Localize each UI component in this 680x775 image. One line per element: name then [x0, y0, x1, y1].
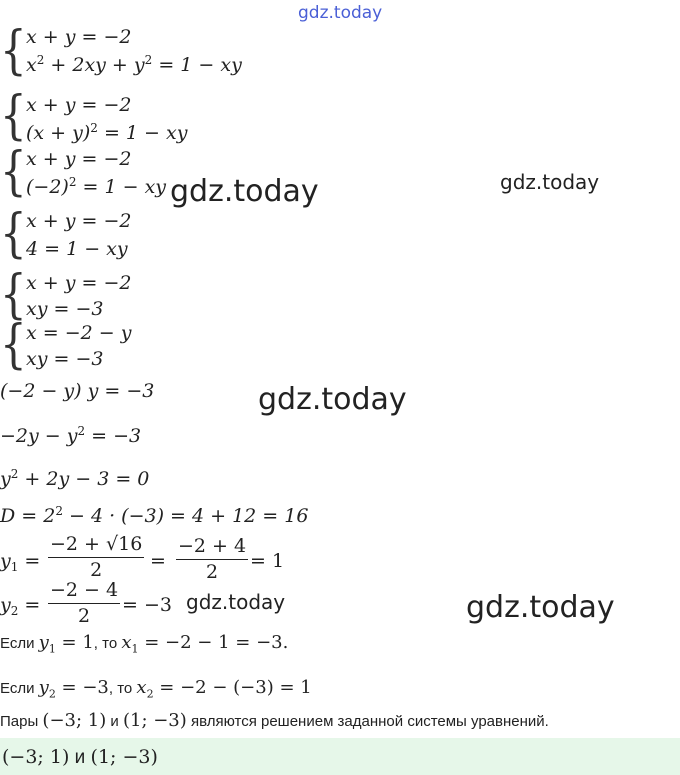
math-text: xy = −3: [26, 298, 104, 320]
answer-box: [0, 738, 680, 775]
math-text: − 4 · (−3) = 4 + 12 = 16: [62, 505, 309, 527]
system6-eq2: [26, 350, 103, 369]
math-text: = 1 − xy: [152, 54, 242, 76]
exponent: 2: [10, 467, 19, 481]
subscript: 1: [131, 642, 139, 656]
answer-text: [2, 746, 158, 769]
math-text: x: [136, 677, 147, 698]
y1-fraction-1: [48, 535, 144, 580]
fraction-numerator: −2 + 4: [178, 535, 247, 557]
exponent: 2: [55, 504, 63, 518]
math-inline: [121, 632, 289, 656]
system5-eq1: [26, 274, 131, 293]
math-text: = −2 − (−3) = 1: [153, 677, 312, 698]
system-brace-4: {: [0, 202, 27, 264]
answer-pair-1: (−3; 1): [2, 746, 70, 768]
text: являются решением заданной системы уравнений.: [186, 713, 549, 730]
text: , то: [93, 635, 122, 652]
system2-eq1: [26, 96, 131, 115]
math-text: =: [150, 550, 166, 572]
y2-result: [122, 596, 172, 615]
watermark-1: gdz.today: [170, 174, 319, 209]
system-brace-2: {: [0, 84, 27, 146]
line-if-y2: [0, 677, 312, 701]
system2-eq2: [26, 121, 188, 144]
y2-label: [0, 594, 41, 618]
subscript: 2: [10, 604, 19, 618]
system1-eq2: [26, 53, 242, 76]
math-text: = 1: [250, 550, 285, 572]
math-text: (−2): [26, 176, 69, 198]
math-text: x + y = −2: [26, 148, 132, 170]
math-text: + 2xy + y: [44, 54, 145, 76]
watermark-4: gdz.today: [186, 590, 286, 614]
math-text: x + y = −2: [26, 210, 132, 232]
math-inline: (−3; 1): [42, 710, 107, 731]
fraction-denominator: 2: [78, 605, 91, 627]
equals-sign: [150, 552, 166, 571]
math-text: =: [18, 550, 41, 572]
math-text: y: [0, 594, 11, 616]
subscript: 2: [48, 687, 56, 701]
math-text: =: [18, 594, 41, 616]
subscript: 1: [48, 642, 56, 656]
watermark-2: gdz.today: [500, 170, 600, 194]
math-text: (−2 − y) y = −3: [0, 380, 155, 402]
math-text: = 1: [55, 632, 94, 653]
fraction-bar: [48, 557, 144, 558]
math-text: = 1 − xy: [76, 176, 167, 198]
system6-eq1: [26, 324, 131, 343]
system-brace-6: {: [0, 313, 27, 375]
math-text: = −3: [55, 677, 109, 698]
equation-expanded: [0, 424, 142, 447]
math-text: −2y − y: [0, 425, 78, 447]
math-text: y: [38, 632, 49, 653]
subscript: 2: [146, 687, 154, 701]
exponent: 2: [36, 53, 45, 67]
equation-substitution: [0, 382, 154, 401]
system4-eq2: [26, 240, 128, 259]
system-brace-3: {: [0, 140, 27, 202]
watermark-3: gdz.today: [258, 382, 407, 417]
math-text: 4 = 1 − xy: [26, 238, 128, 260]
math-inline: [38, 677, 109, 701]
line-pairs: [0, 710, 549, 731]
math-text: x = −2 − y: [26, 322, 132, 344]
text: , то: [108, 680, 137, 697]
math-text: D = 2: [0, 505, 56, 527]
exponent: 2: [144, 53, 153, 67]
watermark-top: gdz.today: [298, 3, 383, 23]
system3-eq1: [26, 150, 131, 169]
math-text: x: [121, 632, 132, 653]
y2-fraction: [48, 581, 120, 626]
y1-fraction-2: [176, 537, 248, 582]
watermark-5: gdz.today: [466, 590, 615, 625]
system3-eq2: [26, 175, 167, 198]
math-inline: (1; −3): [122, 710, 187, 731]
answer-pair-2: (1; −3): [90, 746, 158, 768]
fraction-denominator: 2: [206, 561, 219, 583]
text: Если: [0, 635, 39, 652]
subscript: 1: [10, 560, 19, 574]
equation-quadratic: [0, 467, 150, 490]
math-text: (x + y): [26, 122, 91, 144]
text: и: [106, 713, 123, 730]
math-text: y: [0, 468, 11, 490]
answer-conjunction: и: [69, 747, 91, 768]
exponent: 2: [77, 424, 86, 438]
math-text: x + y = −2: [26, 26, 132, 48]
math-text: x: [26, 54, 37, 76]
system-brace-5: {: [0, 263, 27, 325]
fraction-numerator: −2 − 4: [50, 579, 119, 601]
exponent: 2: [68, 175, 77, 189]
system-brace-1: {: [0, 19, 27, 81]
text: Если: [0, 680, 39, 697]
text: Пары: [0, 713, 43, 730]
math-text: y: [38, 677, 49, 698]
system4-eq1: [26, 212, 131, 231]
y1-result: [250, 552, 284, 571]
fraction-bar: [176, 559, 248, 560]
y1-label: [0, 550, 41, 574]
math-text: = −3: [85, 425, 142, 447]
line-if-y1: [0, 632, 288, 656]
math-text: y: [0, 550, 11, 572]
equation-discriminant: [0, 504, 309, 527]
fraction-bar: [48, 603, 120, 604]
fraction-numerator: −2 + √16: [50, 533, 143, 555]
system5-eq2: [26, 300, 103, 319]
math-inline: [38, 632, 94, 656]
math-text: = −2 − 1 = −3.: [138, 632, 289, 653]
math-text: x + y = −2: [26, 94, 132, 116]
math-text: = 1 − xy: [97, 122, 188, 144]
math-text: x + y = −2: [26, 272, 132, 294]
math-inline: [136, 677, 312, 701]
exponent: 2: [90, 121, 98, 135]
system1-eq1: [26, 28, 131, 47]
fraction-denominator: 2: [90, 559, 103, 581]
math-text: + 2y − 3 = 0: [18, 468, 150, 490]
math-text: = −3: [122, 594, 172, 616]
math-text: xy = −3: [26, 348, 104, 370]
